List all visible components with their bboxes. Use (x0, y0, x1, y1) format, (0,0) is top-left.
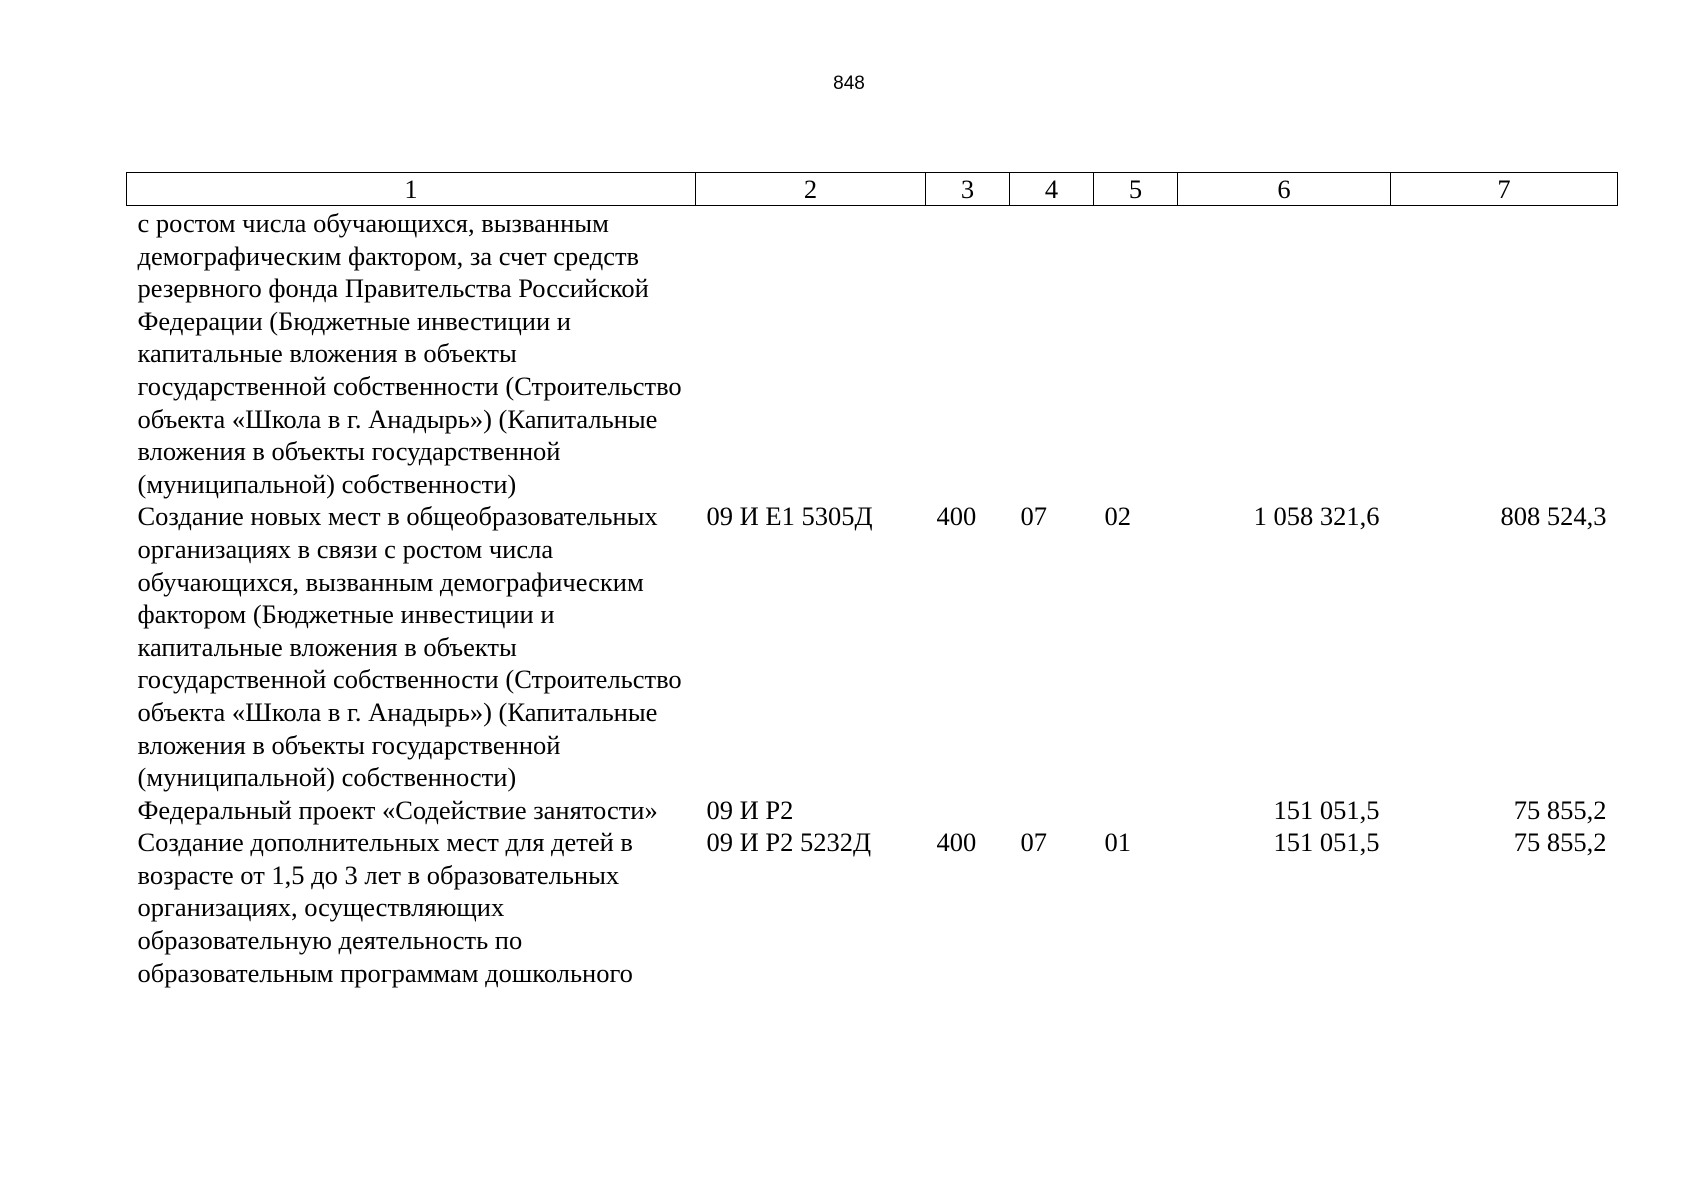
column-header: 3 (926, 173, 1010, 206)
row-col6 (1178, 206, 1391, 501)
row-code: 09 И Р2 (706, 794, 794, 825)
budget-table (126, 172, 1618, 989)
row-col7: 75 855,2 (1513, 794, 1607, 825)
row-name: Создание новых мест в общеобразовательных организациях в связи с ростом числа обучающихся, вызванным демографическим фактором (Бюджетные инвестиции и капитальные вложения в объекты государственной собственности (Строительство объекта «Школа в г. Анадырь») (Капитальные вложения в объекты государственной (муниципальной) собственности) (137, 501, 682, 793)
row-col4 (1010, 794, 1094, 827)
row-col5 (1094, 206, 1178, 501)
row-col3 (926, 794, 1010, 827)
row-name: Федеральный проект «Содействие занятости» (137, 794, 658, 825)
row-col7: 75 855,2 (1513, 827, 1607, 858)
row-col3: 400 (936, 501, 977, 532)
row-col7: 808 524,3 (1500, 501, 1607, 532)
row-col4: 07 (1020, 827, 1047, 858)
row-col6: 151 051,5 (1273, 794, 1380, 825)
page-number: 848 (833, 73, 865, 94)
table-row (127, 826, 1618, 989)
column-header: 2 (696, 173, 926, 206)
row-col5: 01 (1104, 827, 1131, 858)
row-code: 09 И Р2 5232Д (706, 827, 872, 858)
row-name: Создание дополнительных мест для детей в возрасте от 1,5 до 3 лет в образовательных организациях, осуществляющих образовательную деятельность по образовательным программам дошкольного (137, 827, 633, 988)
row-col5: 02 (1104, 501, 1131, 532)
row-col4: 07 (1020, 501, 1047, 532)
column-header: 4 (1010, 173, 1094, 206)
row-col4 (1010, 206, 1094, 501)
row-name: с ростом числа обучающихся, вызванным демографическим фактором, за счет средств резервного фонда Правительства Российской Федерации (Бюджетные инвестиции и капитальные вложения в объекты государственной собственности (Строительство объекта «Школа в г. Анадырь») (Капитальные вложения в объекты государственной (муниципальной) собственности) (137, 208, 682, 499)
column-header: 6 (1178, 173, 1391, 206)
table-row (127, 794, 1618, 827)
column-header: 5 (1094, 173, 1178, 206)
row-code: 09 И Е1 5305Д (706, 501, 873, 532)
table-row (127, 500, 1618, 793)
row-col5 (1094, 794, 1178, 827)
table-header-row (127, 173, 1618, 206)
row-col6: 1 058 321,6 (1253, 501, 1380, 532)
column-header: 7 (1391, 173, 1618, 206)
column-header: 1 (127, 173, 696, 206)
row-col7 (1391, 206, 1618, 501)
row-code (696, 206, 926, 501)
row-col3 (926, 206, 1010, 501)
row-col6: 151 051,5 (1273, 827, 1380, 858)
table-row (127, 206, 1618, 501)
row-col3: 400 (936, 827, 977, 858)
